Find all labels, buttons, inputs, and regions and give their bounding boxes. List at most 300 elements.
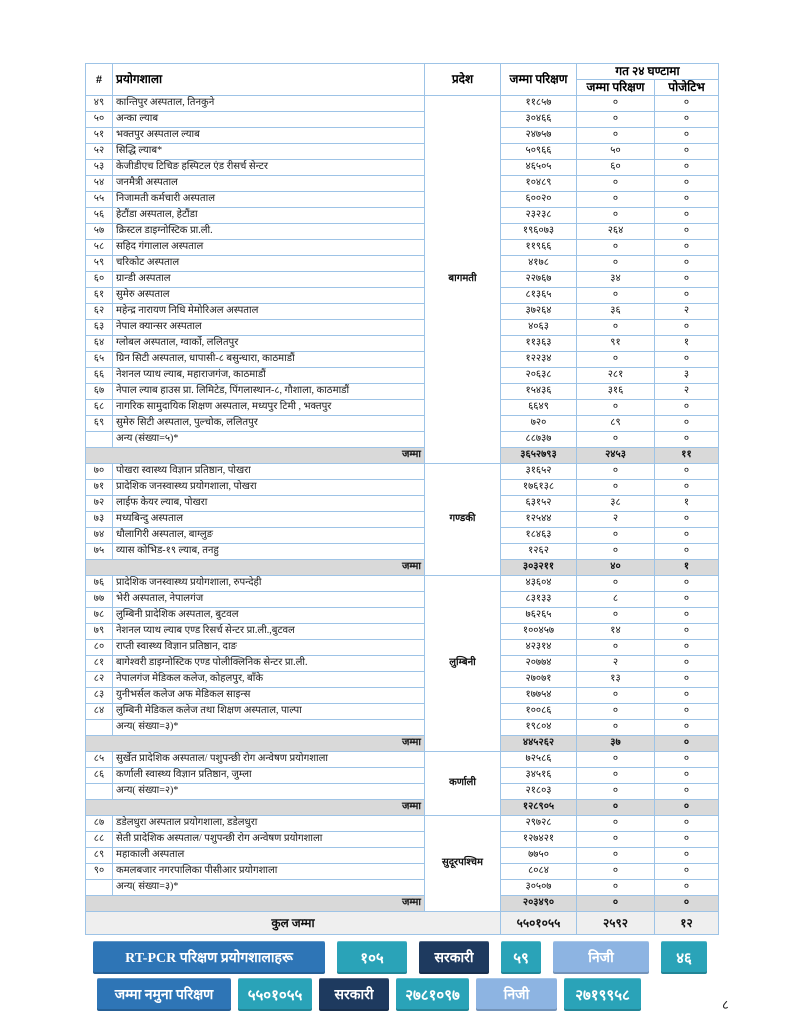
total-tests-cell: ४०६३ [501,320,577,336]
header-province: प्रदेश [425,64,501,96]
banner-cell-lightblue: निजी [553,941,649,974]
table-row [86,624,719,640]
positive-24h-cell: ० [655,272,719,288]
positive-24h-cell: ० [655,624,719,640]
total-tests-cell: १८४६३ [501,528,577,544]
lab-name-cell: युनीभर्सल कलेज अफ मेडिकल साइन्स [113,688,425,704]
row-number-cell: ७४ [86,528,113,544]
subtotal-total-cell: १२८९०५ [501,800,577,816]
table-row [86,320,719,336]
row-number-cell: ५५ [86,192,113,208]
positive-24h-cell: ३ [655,368,719,384]
subtotal-positive-cell: ० [655,896,719,912]
lab-name-cell: लुम्बिनी मेडिकल कलेज तथा शिक्षण अस्पताल, पाल्पा [113,704,425,720]
tests-24h-cell: १३ [577,672,655,688]
tests-24h-cell: ३६ [577,304,655,320]
total-tests-cell: ३०५०७ [501,880,577,896]
table-header [86,64,719,96]
total-tests-cell: ७६२६५ [501,608,577,624]
tests-24h-cell: ० [577,752,655,768]
tests-24h-cell: ० [577,576,655,592]
total-tests-cell: २४७५७ [501,128,577,144]
lab-name-cell: कर्णाली स्वास्थ्य विज्ञान प्रतिष्ठान, जुम्ला [113,768,425,784]
lab-name-cell: अन्य( संख्या=२)* [113,784,425,800]
row-number-cell: ५७ [86,224,113,240]
total-tests-cell: ८०८४ [501,864,577,880]
row-number-cell: ५४ [86,176,113,192]
tests-24h-cell: ० [577,688,655,704]
lab-name-cell: कान्तिपुर अस्पताल, तिनकुने [113,96,425,112]
positive-24h-cell: ० [655,160,719,176]
tests-24h-cell: ० [577,112,655,128]
total-tests-cell: १५४३६ [501,384,577,400]
table-row [86,400,719,416]
lab-name-cell: कमलबजार नगरपालिका पीसीआर प्रयोगशाला [113,864,425,880]
table-row [86,720,719,736]
table-row [86,512,719,528]
tests-24h-cell: ० [577,208,655,224]
total-tests-cell: २३२३८ [501,208,577,224]
row-number-cell: ६१ [86,288,113,304]
total-tests-cell: १७७५४ [501,688,577,704]
row-number-cell [86,784,113,800]
header-last24-positive: पोजेटिभ [655,80,719,96]
table-row [86,848,719,864]
lab-name-cell: सुमेरु सिटी अस्पताल, पुल्चोक, ललितपुर [113,416,425,432]
positive-24h-cell: ० [655,688,719,704]
positive-24h-cell: ० [655,720,719,736]
row-number-cell: ८८ [86,832,113,848]
positive-24h-cell: १ [655,336,719,352]
lab-name-cell: राप्ती स्वास्थ्य विज्ञान प्रतिष्ठान, दाङ [113,640,425,656]
banner-cell-teal: २७८१०९७ [396,978,469,1011]
positive-24h-cell: ० [655,640,719,656]
positive-24h-cell: ० [655,96,719,112]
banner-row-labs [93,941,707,974]
banner-cell-teal: ५९ [501,941,541,974]
lab-name-cell: निजामती कर्मचारी अस्पताल [113,192,425,208]
lab-name-cell: ग्रान्डी अस्पताल [113,272,425,288]
positive-24h-cell: १ [655,496,719,512]
total-tests-cell: २२७६७ [501,272,577,288]
row-number-cell: ८२ [86,672,113,688]
row-number-cell: ६८ [86,400,113,416]
table-row [86,432,719,448]
table-row [86,816,719,832]
total-tests-cell: ११९६६ [501,240,577,256]
header-last-24-hours: गत २४ घण्टामा [577,64,719,80]
total-tests-cell: ३७२६४ [501,304,577,320]
grand-total-row [86,912,719,935]
positive-24h-cell: ० [655,240,719,256]
positive-24h-cell: ० [655,464,719,480]
row-number-cell: ७९ [86,624,113,640]
tests-24h-cell: ० [577,768,655,784]
banner-cell-blue: जम्मा नमुना परिक्षण [97,978,231,1011]
tests-24h-cell: २८१ [577,368,655,384]
table-row [86,240,719,256]
subtotal-label: जम्मा [86,448,425,464]
province-cell: कर्णाली [425,752,501,816]
positive-24h-cell: ० [655,128,719,144]
positive-24h-cell: ० [655,288,719,304]
positive-24h-cell: ० [655,192,719,208]
banner-cell-lightblue: निजी [476,978,557,1011]
positive-24h-cell: ० [655,144,719,160]
lab-name-cell: धौलागिरी अस्पताल, बाग्लुङ [113,528,425,544]
lab-name-cell: ग्रिन सिटी अस्पताल, धापासी-८ बसुन्धारा, काठमाडौं [113,352,425,368]
subtotal-total-cell: २०३४९० [501,896,577,912]
province-subtotal-row [86,560,719,576]
row-number-cell: ७२ [86,496,113,512]
header-row-number: # [86,64,113,96]
subtotal-total-cell: ३६५२७९३ [501,448,577,464]
row-number-cell: ६७ [86,384,113,400]
row-number-cell: ६५ [86,352,113,368]
lab-name-cell: डडेलधुरा अस्पताल प्रयोगशाला, डडेलधुरा [113,816,425,832]
positive-24h-cell: ० [655,784,719,800]
table-row [86,304,719,320]
row-number-cell: ८९ [86,848,113,864]
tests-24h-cell: ० [577,128,655,144]
tests-24h-cell: ० [577,848,655,864]
table-row [86,592,719,608]
total-tests-cell: ७२५८६ [501,752,577,768]
lab-name-cell: हेटौंडा अस्पताल, हेटौंडा [113,208,425,224]
lab-name-cell: लाईफ केयर ल्याब, पोखरा [113,496,425,512]
province-subtotal-row [86,896,719,912]
table-row [86,752,719,768]
total-tests-cell: १२५४४ [501,512,577,528]
total-tests-cell: ७७५० [501,848,577,864]
tests-24h-cell: ० [577,864,655,880]
positive-24h-cell: ० [655,224,719,240]
row-number-cell: ६२ [86,304,113,320]
subtotal-total-cell: ४४५२६२ [501,736,577,752]
banner-cell-teal: ४६ [661,941,707,974]
tests-24h-cell: ० [577,704,655,720]
row-number-cell: ८७ [86,816,113,832]
table-row [86,352,719,368]
tests-24h-cell: ० [577,528,655,544]
lab-name-cell: नागरिक सामुदायिक शिक्षण अस्पताल, मध्यपुर टिमी , भक्तपुर [113,400,425,416]
province-cell: लुम्बिनी [425,576,501,752]
tests-24h-cell: ० [577,480,655,496]
row-number-cell: ५९ [86,256,113,272]
row-number-cell: ६४ [86,336,113,352]
subtotal-label: जम्मा [86,896,425,912]
tests-24h-cell: ८९ [577,416,655,432]
positive-24h-cell: ० [655,848,719,864]
row-number-cell: ७३ [86,512,113,528]
row-number-cell: ७६ [86,576,113,592]
tests-24h-cell: ० [577,816,655,832]
positive-24h-cell: ० [655,672,719,688]
lab-testing-table [85,63,719,935]
table-row [86,208,719,224]
total-tests-cell: ११३६३ [501,336,577,352]
lab-name-cell: सुर्खेत प्रादेशिक अस्पताल/ पशुपन्छी रोग अन्वेषण प्रयोगशाला [113,752,425,768]
row-number-cell [86,880,113,896]
table-row [86,160,719,176]
total-tests-cell: ६३१५२ [501,496,577,512]
lab-name-cell: प्रादेशिक जनस्वास्थ्य प्रयोगशाला, पोखरा [113,480,425,496]
table-row [86,416,719,432]
grand-total-tests-cell: ५५०१०५५ [501,912,577,935]
table-row [86,528,719,544]
banner-cell-navy: सरकारी [419,941,489,974]
subtotal-24h-cell: ३७ [577,736,655,752]
tests-24h-cell: ० [577,720,655,736]
table-row [86,144,719,160]
tests-24h-cell: २६४ [577,224,655,240]
row-number-cell: ६९ [86,416,113,432]
lab-name-cell: नेशनल प्याथ ल्याब, महाराजगंज, काठमाडौं [113,368,425,384]
positive-24h-cell: ० [655,608,719,624]
row-number-cell: ८३ [86,688,113,704]
province-cell: गण्डकी [425,464,501,576]
total-tests-cell: १९६०७३ [501,224,577,240]
positive-24h-cell: २ [655,384,719,400]
tests-24h-cell: ३४ [577,272,655,288]
row-number-cell: ७१ [86,480,113,496]
banner-row-samples [97,978,641,1011]
tests-24h-cell: ८ [577,592,655,608]
tests-24h-cell: ० [577,96,655,112]
row-number-cell: ८१ [86,656,113,672]
positive-24h-cell: ० [655,320,719,336]
positive-24h-cell: ० [655,880,719,896]
table-row [86,672,719,688]
header-total-tests: जम्मा परिक्षण [501,64,577,96]
lab-name-cell: नेपाल क्यान्सर अस्पताल [113,320,425,336]
positive-24h-cell: ० [655,512,719,528]
total-tests-cell: १९८०४ [501,720,577,736]
table-row [86,656,719,672]
tests-24h-cell: ० [577,544,655,560]
subtotal-positive-cell: ० [655,736,719,752]
positive-24h-cell: ० [655,416,719,432]
table-row [86,880,719,896]
tests-24h-cell: ० [577,608,655,624]
total-tests-cell: ४६५०५ [501,160,577,176]
table-row [86,704,719,720]
row-number-cell: ५८ [86,240,113,256]
tests-24h-cell: ० [577,320,655,336]
total-tests-cell: ३४५१६ [501,768,577,784]
lab-name-cell: अन्य (संख्या=५)* [113,432,425,448]
total-tests-cell: ३१६५२ [501,464,577,480]
row-number-cell [86,432,113,448]
table-row [86,784,719,800]
province-subtotal-row [86,736,719,752]
table-row [86,480,719,496]
table-row [86,640,719,656]
banner-cell-blue: RT-PCR परिक्षण प्रयोगशालाहरू [93,941,325,974]
table-row [86,544,719,560]
lab-name-cell: बागेश्वरी डाइग्नोस्टिक एण्ड पोलीक्लिनिक सेन्टर प्रा.ली. [113,656,425,672]
tests-24h-cell: ० [577,832,655,848]
positive-24h-cell: ० [655,768,719,784]
lab-name-cell: सेती प्रादेशिक अस्पताल/ पशुपन्छी रोग अन्वेषण प्रयोगशाला [113,832,425,848]
positive-24h-cell: २ [655,304,719,320]
table-row [86,256,719,272]
row-number-cell: ८५ [86,752,113,768]
lab-name-cell: नेपालगंज मेडिकल कलेज, कोहलपुर, बाँके [113,672,425,688]
total-tests-cell: १२६२ [501,544,577,560]
positive-24h-cell: ० [655,576,719,592]
positive-24h-cell: ० [655,480,719,496]
lab-name-cell: भक्तपुर अस्पताल ल्याब [113,128,425,144]
positive-24h-cell: ० [655,704,719,720]
grand-total-24h-cell: २५९२ [577,912,655,935]
row-number-cell: ८६ [86,768,113,784]
lab-name-cell: अन्का ल्याब [113,112,425,128]
tests-24h-cell: ० [577,880,655,896]
table-row [86,128,719,144]
row-number-cell: ५२ [86,144,113,160]
total-tests-cell: २०७७४ [501,656,577,672]
table-row [86,576,719,592]
subtotal-positive-cell: ० [655,800,719,816]
banner-cell-teal: १०५ [337,941,407,974]
row-number-cell: ५६ [86,208,113,224]
positive-24h-cell: ० [655,112,719,128]
positive-24h-cell: ० [655,176,719,192]
positive-24h-cell: ० [655,352,719,368]
row-number-cell: ८० [86,640,113,656]
province-cell: बागमती [425,96,501,464]
table-row [86,224,719,240]
tests-24h-cell: ० [577,464,655,480]
tests-24h-cell: ० [577,352,655,368]
lab-name-cell: लुम्बिनी प्रादेशिक अस्पताल, बुटवल [113,608,425,624]
lab-table-body [86,96,719,935]
tests-24h-cell: २ [577,656,655,672]
lab-name-cell: मध्यबिन्दु अस्पताल [113,512,425,528]
lab-name-cell: प्रादेशिक जनस्वास्थ्य प्रयोगशाला, रुपन्देही [113,576,425,592]
tests-24h-cell: ९१ [577,336,655,352]
lab-name-cell: पोखरा स्वास्थ्य विज्ञान प्रतिष्ठान, पोखरा [113,464,425,480]
row-number-cell: ५० [86,112,113,128]
table-row [86,336,719,352]
province-cell: सुदूरपश्चिम [425,816,501,912]
lab-name-cell: सहिद गंगालाल अस्पताल [113,240,425,256]
table-row [86,192,719,208]
lab-name-cell: अन्य( संख्या=३)* [113,720,425,736]
lab-name-cell: जनमैत्री अस्पताल [113,176,425,192]
table-row [86,608,719,624]
tests-24h-cell: ६० [577,160,655,176]
tests-24h-cell: ० [577,288,655,304]
total-tests-cell: ५०९६६ [501,144,577,160]
table-row [86,768,719,784]
lab-name-cell: ग्लोबल अस्पताल, ग्वार्को, ललितपुर [113,336,425,352]
lab-name-cell: चरिकोट अस्पताल [113,256,425,272]
positive-24h-cell: ० [655,400,719,416]
total-tests-cell: २९७२८ [501,816,577,832]
lab-name-cell: नेशनल प्याथ ल्याब एण्ड रिसर्च सेन्टर प्रा.ली.,बुटवल [113,624,425,640]
total-tests-cell: ३०४६६ [501,112,577,128]
positive-24h-cell: ० [655,432,719,448]
total-tests-cell: ६००२० [501,192,577,208]
positive-24h-cell: ० [655,528,719,544]
row-number-cell: ५३ [86,160,113,176]
row-number-cell: ७७ [86,592,113,608]
table-row [86,112,719,128]
subtotal-24h-cell: ० [577,800,655,816]
positive-24h-cell: ० [655,864,719,880]
total-tests-cell: ६६४९ [501,400,577,416]
row-number-cell: ५१ [86,128,113,144]
total-tests-cell: ८३१३३ [501,592,577,608]
row-number-cell: ७८ [86,608,113,624]
subtotal-positive-cell: १ [655,560,719,576]
table-row [86,496,719,512]
lab-name-cell: व्यास कोभिड-१९ ल्याब, तनहु [113,544,425,560]
subtotal-label: जम्मा [86,736,425,752]
table-row [86,96,719,112]
table-row [86,688,719,704]
table-row [86,464,719,480]
row-number-cell: ६० [86,272,113,288]
tests-24h-cell: ० [577,256,655,272]
table-row [86,368,719,384]
row-number-cell: ८४ [86,704,113,720]
total-tests-cell: १०४८९ [501,176,577,192]
table-row [86,176,719,192]
row-number-cell: ९० [86,864,113,880]
total-tests-cell: ४३६०४ [501,576,577,592]
row-number-cell: ६३ [86,320,113,336]
tests-24h-cell: ५० [577,144,655,160]
total-tests-cell: १७६१३८ [501,480,577,496]
row-number-cell: ७० [86,464,113,480]
tests-24h-cell: ३८ [577,496,655,512]
subtotal-total-cell: ३०३२११ [501,560,577,576]
subtotal-24h-cell: ४० [577,560,655,576]
lab-name-cell: महाकाली अस्पताल [113,848,425,864]
tests-24h-cell: ० [577,400,655,416]
tests-24h-cell: ० [577,784,655,800]
table-row [86,384,719,400]
positive-24h-cell: ० [655,208,719,224]
tests-24h-cell: ३१६ [577,384,655,400]
banner-cell-teal: २७१९९५८ [564,978,641,1011]
tests-24h-cell: १४ [577,624,655,640]
tests-24h-cell: ० [577,640,655,656]
lab-name-cell: महेन्द्र नारायण निधि मेमोरिअल अस्पताल [113,304,425,320]
tests-24h-cell: ० [577,240,655,256]
row-number-cell: ६६ [86,368,113,384]
lab-name-cell: नेपाल ल्याब हाउस प्रा. लिमिटेड, पिंगलास्थान-८, गौशाला, काठमाडौं [113,384,425,400]
lab-name-cell: केजीडीएच टिचिङ हस्पिटल एंड रीसर्च सेन्टर [113,160,425,176]
table-row [86,272,719,288]
total-tests-cell: २०६३८ [501,368,577,384]
table-row [86,832,719,848]
subtotal-positive-cell: ११ [655,448,719,464]
positive-24h-cell: ० [655,544,719,560]
total-tests-cell: १००८६ [501,704,577,720]
positive-24h-cell: ० [655,816,719,832]
table-row [86,288,719,304]
banner-cell-navy: सरकारी [319,978,389,1011]
lab-name-cell: अन्य( संख्या=३)* [113,880,425,896]
lab-name-cell: भेरी अस्पताल, नेपालगंज [113,592,425,608]
tests-24h-cell: ० [577,192,655,208]
total-tests-cell: ७२० [501,416,577,432]
banner-cell-teal: ५५०१०५५ [238,978,312,1011]
